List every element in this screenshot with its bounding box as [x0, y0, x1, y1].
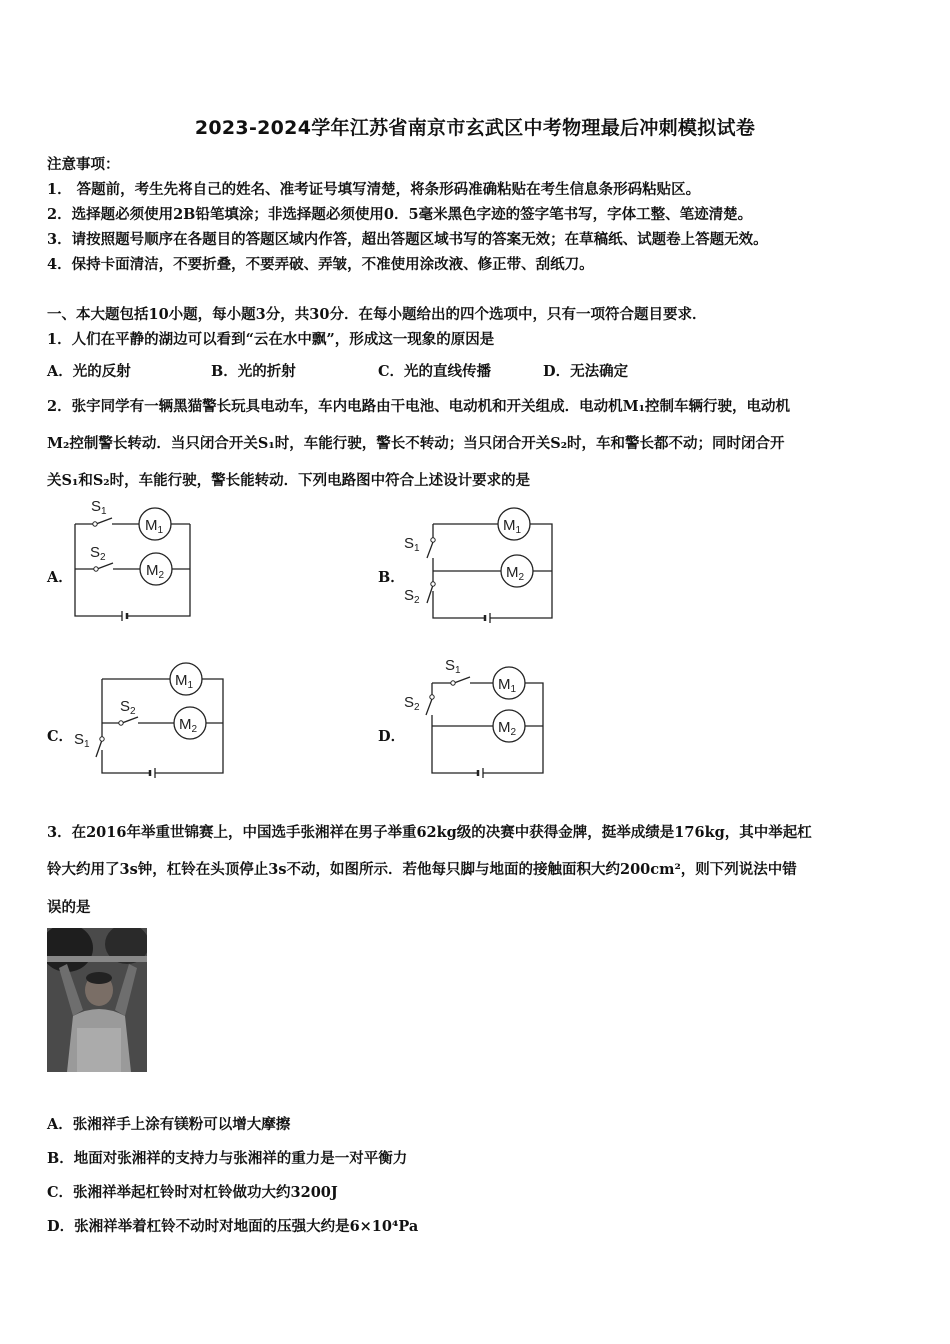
- weightlifter-photo: [47, 928, 147, 1072]
- svg-text:S2: [404, 694, 420, 713]
- motor-subscript: 2: [191, 724, 198, 735]
- circuit-diagram-a: [60, 495, 200, 625]
- svg-text:M1: [175, 672, 194, 691]
- switch-subscript: 2: [414, 595, 420, 606]
- svg-text:S1: [74, 731, 90, 750]
- motor-subscript: 1: [157, 525, 164, 536]
- motor-subscript: 1: [510, 684, 517, 695]
- switch-subscript: 2: [414, 702, 420, 713]
- switch-subscript: 1: [414, 543, 420, 554]
- q1-stem: 1．人们在平静的湖边可以看到“云在水中飘”，形成这一现象的原因是: [47, 331, 495, 348]
- q3-stem-line3: 误的是: [47, 899, 91, 916]
- q2-label-c: C．: [47, 728, 74, 745]
- notice-heading: 注意事项：: [47, 156, 120, 173]
- switch-label: S: [404, 535, 415, 552]
- circuit-diagram-b: [395, 505, 565, 625]
- switch-label: S: [404, 587, 415, 604]
- svg-text:S2: [120, 698, 136, 717]
- switch-label: S: [445, 657, 456, 674]
- q3-option-a: A．张湘祥手上涂有镁粉可以增大摩擦: [47, 1116, 291, 1133]
- circuit-diagram-c: [65, 655, 235, 780]
- section-intro: 一、本大题包括10小题，每小题3分，共30分．在每小题给出的四个选项中，只有一项符合题目要求．: [47, 306, 707, 323]
- q3-option-b: B．地面对张湘祥的支持力与张湘祥的重力是一对平衡力: [47, 1150, 408, 1167]
- q1-option-b: B．光的折射: [211, 363, 296, 380]
- motor-subscript: 2: [510, 727, 517, 738]
- svg-text:M1: [498, 676, 517, 695]
- page-title: 2023-2024学年江苏省南京市玄武区中考物理最后冲刺模拟试卷: [194, 117, 756, 139]
- svg-text:S1: [445, 657, 461, 676]
- svg-text:M2: [506, 564, 525, 583]
- svg-text:S1: [91, 498, 107, 517]
- q2-label-b: B．: [378, 569, 405, 586]
- q3-stem-line2: 铃大约用了3s钟，杠铃在头顶停止3s不动，如图所示．若他每只脚与地面的接触面积大约200cm²，则下列说法中错: [47, 861, 797, 878]
- motor-label: M: [503, 517, 516, 534]
- q2-stem-line1: 2．张宇同学有一辆黑猫警长玩具电动车，车内电路由干电池、电动机和开关组成．电动机M₁控制车辆行驶，电动机: [47, 398, 790, 415]
- switch-label: S: [90, 544, 101, 561]
- switch-subscript: 1: [455, 665, 461, 676]
- q2-label-a: A．: [47, 569, 73, 586]
- q2-stem-line3: 关S₁和S₂时，车能行驶，警长能转动．下列电路图中符合上述设计要求的是: [47, 472, 531, 489]
- motor-subscript: 2: [158, 570, 165, 581]
- motor-label: M: [498, 676, 511, 693]
- q3-option-d: D．张湘祥举着杠铃不动时对地面的压强大约是6×10⁴Pa: [47, 1218, 419, 1235]
- switch-label: S: [120, 698, 131, 715]
- motor-label: M: [179, 716, 192, 733]
- motor-label: M: [506, 564, 519, 581]
- switch-subscript: 1: [101, 506, 107, 517]
- svg-text:M2: [179, 716, 198, 735]
- notice-item: 2．选择题必须使用2B铅笔填涂；非选择题必须使用0．5毫米黑色字迹的签字笔书写，字体工整、笔迹清楚。: [47, 206, 753, 223]
- circuit-diagram-d: [395, 652, 555, 780]
- svg-text:M1: [503, 517, 522, 536]
- motor-subscript: 1: [187, 680, 194, 691]
- q2-label-d: D．: [378, 728, 406, 745]
- svg-text:M2: [498, 719, 517, 738]
- motor-label: M: [145, 517, 158, 534]
- q3-stem-line1: 3．在2016年举重世锦赛上，中国选手张湘祥在男子举重62kg级的决赛中获得金牌，挺举成绩是176kg，其中举起杠: [47, 824, 812, 841]
- switch-subscript: 1: [84, 739, 90, 750]
- q1-option-a: A．光的反射: [47, 363, 131, 380]
- switch-subscript: 2: [130, 706, 136, 717]
- svg-text:M1: [145, 517, 164, 536]
- motor-label: M: [498, 719, 511, 736]
- switch-label: S: [74, 731, 85, 748]
- svg-text:M2: [146, 562, 165, 581]
- q1-option-c: C．光的直线传播: [378, 363, 492, 380]
- motor-subscript: 2: [518, 572, 525, 583]
- switch-label: S: [404, 694, 415, 711]
- svg-text:S2: [404, 587, 420, 606]
- svg-text:S1: [404, 535, 420, 554]
- svg-text:S2: [90, 544, 106, 563]
- q1-option-d: D．无法确定: [543, 363, 629, 380]
- notice-item: 3．请按照题号顺序在各题目的答题区域内作答，超出答题区域书写的答案无效；在草稿纸、试题卷上答题无效。: [47, 231, 768, 248]
- q2-stem-line2: M₂控制警长转动．当只闭合开关S₁时，车能行驶，警长不转动；当只闭合开关S₂时，车和警长都不动；同时闭合开: [47, 435, 785, 452]
- switch-subscript: 2: [100, 552, 106, 563]
- motor-label: M: [175, 672, 188, 689]
- notice-item: 1． 答题前，考生先将自己的姓名、准考证号填写清楚，将条形码准确粘贴在考生信息条形码粘贴区。: [47, 181, 701, 198]
- q3-option-c: C．张湘祥举起杠铃时对杠铃做功大约3200J: [47, 1184, 338, 1201]
- motor-label: M: [146, 562, 159, 579]
- notice-item: 4．保持卡面清洁，不要折叠，不要弄破、弄皱，不准使用涂改液、修正带、刮纸刀。: [47, 256, 594, 273]
- switch-label: S: [91, 498, 102, 515]
- motor-subscript: 1: [515, 525, 522, 536]
